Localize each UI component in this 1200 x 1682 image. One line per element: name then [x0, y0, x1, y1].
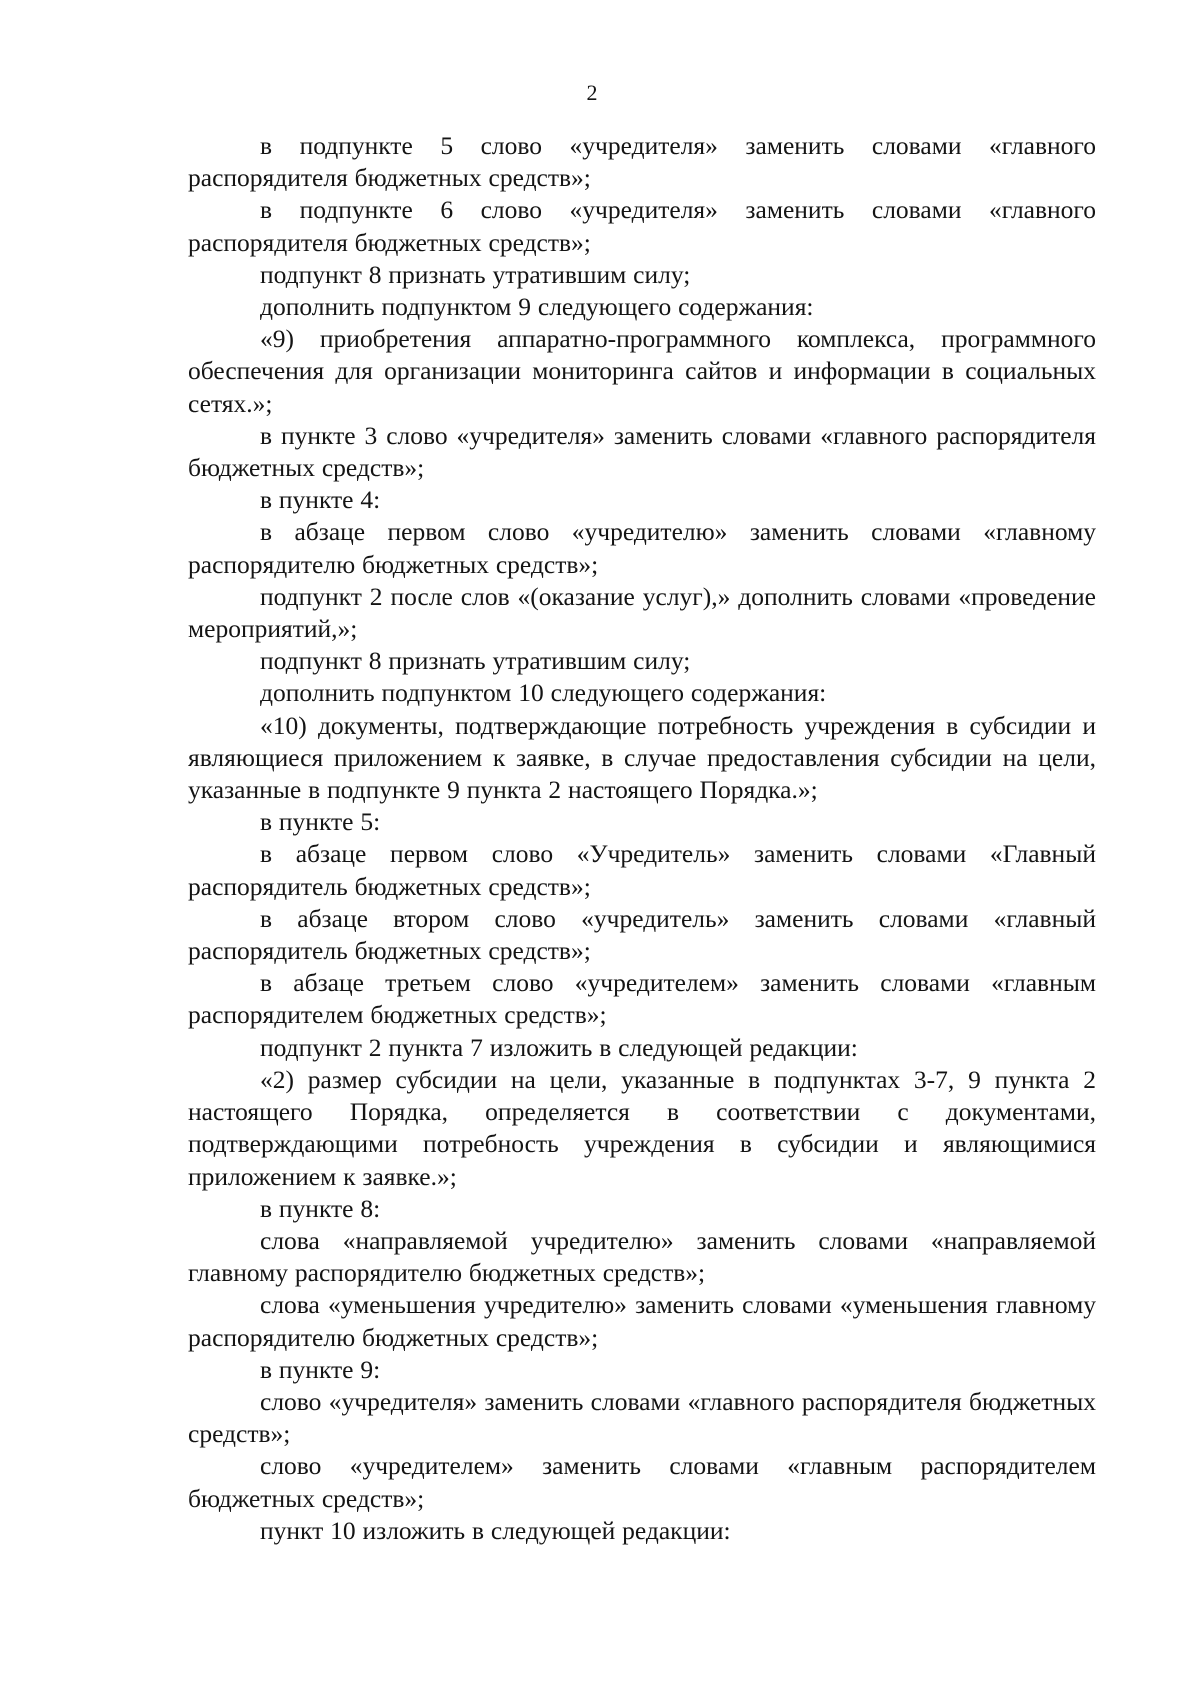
- paragraph: «2) размер субсидии на цели, указанные в подпунктах 3-7, 9 пункта 2 настоящего Порядка, определяется в соответствии с документами, подтверждающими потребность учреждения в субсидии и являющимися приложением к заявке.»;: [188, 1064, 1096, 1191]
- paragraph: в пункте 3 слово «учредителя» заменить словами «главного распорядителя бюджетных средств»;: [188, 420, 1096, 483]
- paragraph: слова «направляемой учредителю» заменить словами «направляемой главному распорядителю бюджетных средств»;: [188, 1225, 1096, 1288]
- paragraph: слова «уменьшения учредителю» заменить словами «уменьшения главному распорядителю бюджетных средств»;: [188, 1290, 1096, 1352]
- paragraph: пункт 10 изложить в следующей редакции:: [260, 1515, 731, 1545]
- paragraph: в абзаце первом слово «Учредитель» заменить словами «Главный распорядитель бюджетных средств»;: [188, 839, 1096, 901]
- paragraph: в пункте 9:: [260, 1354, 381, 1384]
- paragraph: подпункт 2 пункта 7 изложить в следующей редакции:: [260, 1032, 858, 1062]
- paragraph: в пункте 5:: [260, 807, 381, 837]
- paragraph: «10) документы, подтверждающие потребность учреждения в субсидии и являющиеся приложением к заявке, в случае предоставления субсидии на цели, указанные в подпункте 9 пункта 2 настоящего Порядка.»;: [188, 710, 1096, 805]
- paragraph: в абзаце втором слово «учредитель» заменить словами «главный распорядитель бюджетных средств»;: [188, 903, 1096, 966]
- paragraph: в абзаце третьем слово «учредителем» заменить словами «главным распорядителем бюджетных средств»;: [188, 968, 1096, 1030]
- paragraph: в пункте 4:: [260, 485, 381, 515]
- paragraph: подпункт 2 после слов «(оказание услуг),» дополнить словами «проведение мероприятий,»;: [188, 581, 1096, 644]
- paragraph: «9) приобретения аппаратно-программного комплекса, программного обеспечения для организации мониторинга сайтов и информации в социальных сетях.»;: [188, 324, 1096, 418]
- document-body: [188, 130, 1096, 1547]
- paragraph: слово «учредителем» заменить словами «главным распорядителем бюджетных средств»;: [188, 1451, 1096, 1513]
- paragraph: слово «учредителя» заменить словами «главного распорядителя бюджетных средств»;: [188, 1386, 1096, 1449]
- paragraph: в пункте 8:: [260, 1193, 381, 1223]
- paragraph: дополнить подпунктом 10 следующего содержания:: [260, 678, 827, 708]
- paragraph: в подпункте 5 слово «учредителя» заменить словами «главного распорядителя бюджетных средств»;: [188, 131, 1096, 193]
- page-number: 2: [586, 80, 598, 105]
- paragraph: подпункт 8 признать утратившим силу;: [260, 259, 691, 289]
- paragraph: дополнить подпунктом 9 следующего содержания:: [260, 292, 814, 322]
- paragraph: в подпункте 6 слово «учредителя» заменить словами «главного распорядителя бюджетных средств»;: [188, 195, 1096, 257]
- paragraph: подпункт 8 признать утратившим силу;: [260, 646, 691, 676]
- paragraph: в абзаце первом слово «учредителю» заменить словами «главному распорядителю бюджетных средств»;: [188, 517, 1096, 579]
